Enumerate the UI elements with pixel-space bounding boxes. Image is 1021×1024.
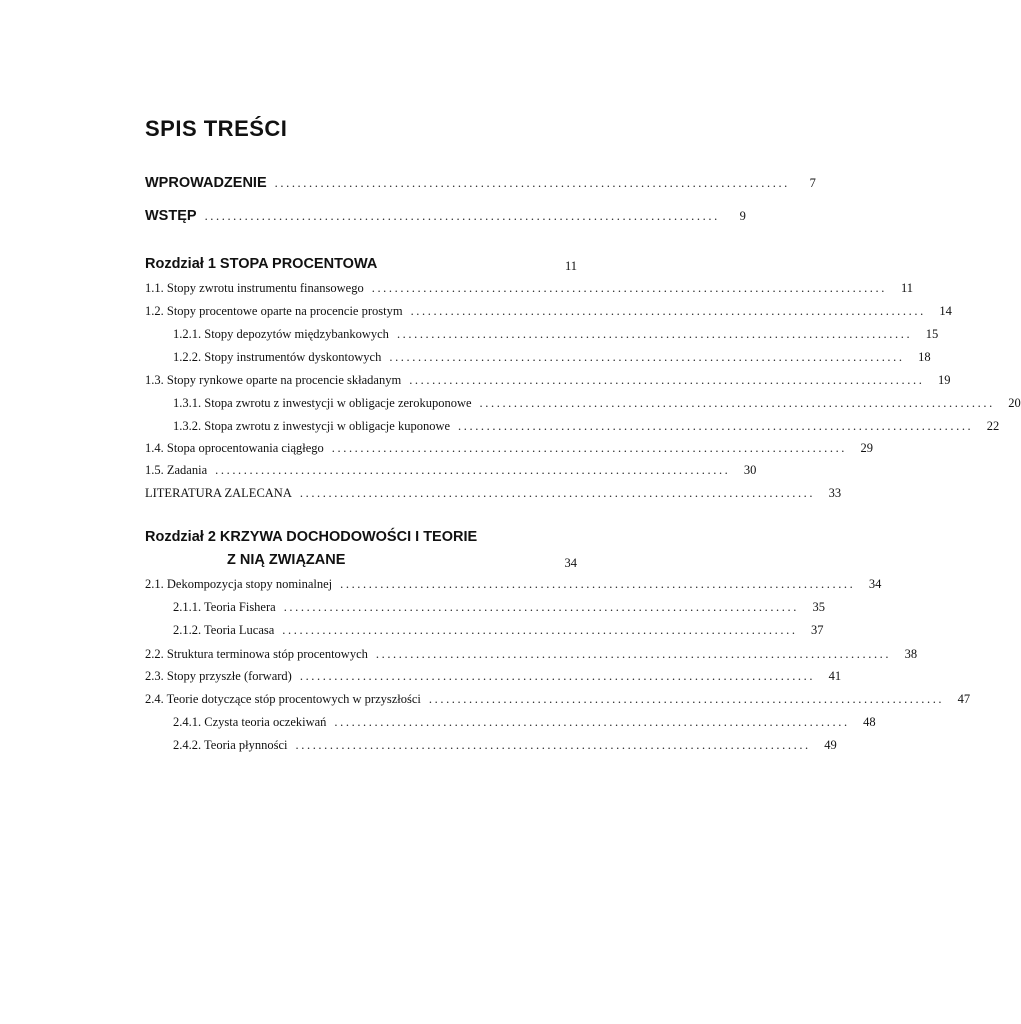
toc-subentry[interactable] (173, 396, 1021, 416)
toc-page-number: 33 (828, 486, 842, 500)
dot-leader: .......................................................................................... (340, 577, 856, 591)
page-title: SPIS TREŚCI (145, 116, 288, 141)
toc-entry-label: 1.2.2. Stopy instrumentów dyskontowych (173, 350, 382, 364)
toc-page-number: 34 (564, 556, 577, 570)
toc-entry[interactable] (145, 669, 842, 689)
toc-page-number: 35 (812, 600, 825, 614)
toc-entry-label: 2.3. Stopy przyszłe (forward) (145, 669, 292, 683)
chapter-2-heading[interactable] (145, 529, 577, 573)
dot-leader: .......................................................................................... (331, 441, 848, 455)
toc-entry[interactable] (145, 692, 971, 712)
toc-subentry[interactable] (173, 600, 825, 620)
toc-page-number: 29 (860, 441, 874, 455)
toc-entry-label: 1.3.1. Stopa zwrotu z inwestycji w obligacje zerokuponowe (173, 396, 472, 410)
dot-leader: .......................................................................................... (479, 396, 995, 410)
chapter-title-continued: Z NIĄ ZWIĄZANE (227, 552, 346, 568)
dot-leader: .......................................................................................... (428, 692, 945, 706)
toc-page-number: 9 (739, 209, 746, 223)
toc-entry-label: 1.4. Stopa oprocentowania ciągłego (145, 441, 324, 455)
toc-entry-label: 2.1. Dekompozycja stopy nominalnej (145, 577, 333, 591)
dot-leader: .......................................................................................... (283, 600, 799, 614)
toc-entry-label: 2.1.2. Teoria Lucasa (173, 623, 275, 637)
toc-entry[interactable] (145, 486, 842, 506)
dot-leader: .......................................................................................... (371, 281, 887, 295)
dot-leader: .......................................................................................... (295, 738, 811, 752)
toc-page-number: 49 (824, 738, 837, 752)
dot-leader: .......................................................................................... (204, 209, 720, 223)
toc-page-number: 47 (957, 692, 971, 706)
toc-entry[interactable] (145, 441, 874, 461)
toc-entry[interactable] (145, 373, 951, 393)
toc-entry-label: 1.2. Stopy procentowe oparte na procencie prostym (145, 304, 403, 318)
dot-leader: .......................................................................................... (282, 623, 798, 637)
toc-subentry[interactable] (173, 715, 876, 735)
toc-page-number: 14 (939, 304, 952, 318)
dot-leader: .......................................................................................... (409, 373, 925, 387)
toc-entry-label: 1.3. Stopy rynkowe oparte na procencie składanym (145, 373, 402, 387)
toc-entry-label: 2.1.1. Teoria Fishera (173, 600, 276, 614)
toc-subentry[interactable] (173, 738, 837, 758)
toc-entry-label: 1.1. Stopy zwrotu instrumentu finansowego (145, 281, 364, 295)
chapter-title: Rozdział 2 KRZYWA DOCHODOWOŚCI I TEORIE (145, 529, 478, 545)
toc-entry-preface[interactable] (145, 208, 746, 228)
dot-leader: .......................................................................................... (396, 327, 913, 341)
toc-entry-label: 1.5. Zadania (145, 463, 208, 477)
dot-leader: .......................................................................................... (389, 350, 905, 364)
toc-entry-label: 2.2. Struktura terminowa stóp procentowych (145, 647, 368, 661)
toc-page-number: 34 (868, 577, 882, 591)
toc-page-number: 30 (743, 463, 757, 477)
dot-leader: .......................................................................................... (334, 715, 850, 729)
toc-subentry[interactable] (173, 327, 939, 347)
toc-page-number: 19 (937, 373, 951, 387)
toc-page-number: 41 (828, 669, 842, 683)
dot-leader: .......................................................................................... (299, 669, 816, 683)
toc-page-number: 38 (904, 647, 918, 661)
chapter-title: Rozdział 1 STOPA PROCENTOWA (145, 256, 378, 272)
toc-entry-label: WPROWADZENIE (145, 175, 267, 191)
toc-subentry[interactable] (173, 419, 1000, 439)
toc-entry-label: 2.4.1. Czysta teoria oczekiwań (173, 715, 327, 729)
toc-page-number: 20 (1008, 396, 1021, 410)
dot-leader: .......................................................................................... (215, 463, 731, 477)
toc-entry-introduction[interactable] (145, 175, 816, 195)
toc-page-number: 18 (918, 350, 931, 364)
dot-leader: .......................................................................................... (458, 419, 974, 433)
toc-entry-label: 1.3.2. Stopa zwrotu z inwestycji w obligacje kuponowe (173, 419, 451, 433)
toc-entry-label: 2.4.2. Teoria płynności (173, 738, 288, 752)
toc-entry-label: 1.2.1. Stopy depozytów międzybankowych (173, 327, 389, 341)
toc-page-number: 48 (863, 715, 876, 729)
toc-subentry[interactable] (173, 350, 931, 370)
toc-page-number: 11 (900, 281, 913, 295)
toc-subentry[interactable] (173, 623, 824, 643)
toc-entry[interactable] (145, 647, 918, 667)
toc-page-number: 22 (986, 419, 1000, 433)
toc-page-number: 37 (811, 623, 824, 637)
dot-leader: .......................................................................................... (375, 647, 892, 661)
toc-entry[interactable] (145, 463, 757, 483)
toc-entry[interactable] (145, 577, 882, 597)
toc-entry-label: 2.4. Teorie dotyczące stóp procentowych w przyszłości (145, 692, 421, 706)
dot-leader: .......................................................................................... (299, 486, 816, 500)
toc-page-number: 7 (809, 176, 816, 190)
toc-entry[interactable] (145, 304, 952, 324)
toc-entry-label: WSTĘP (145, 208, 197, 224)
dot-leader: .......................................................................................... (410, 304, 926, 318)
toc-page-number: 15 (925, 327, 939, 341)
toc-entry-label: LITERATURA ZALECANA (145, 486, 292, 500)
toc-page-number: 11 (564, 259, 577, 273)
toc-entry[interactable] (145, 281, 913, 301)
chapter-1-heading[interactable] (145, 256, 577, 278)
dot-leader: .......................................................................................... (274, 176, 790, 190)
